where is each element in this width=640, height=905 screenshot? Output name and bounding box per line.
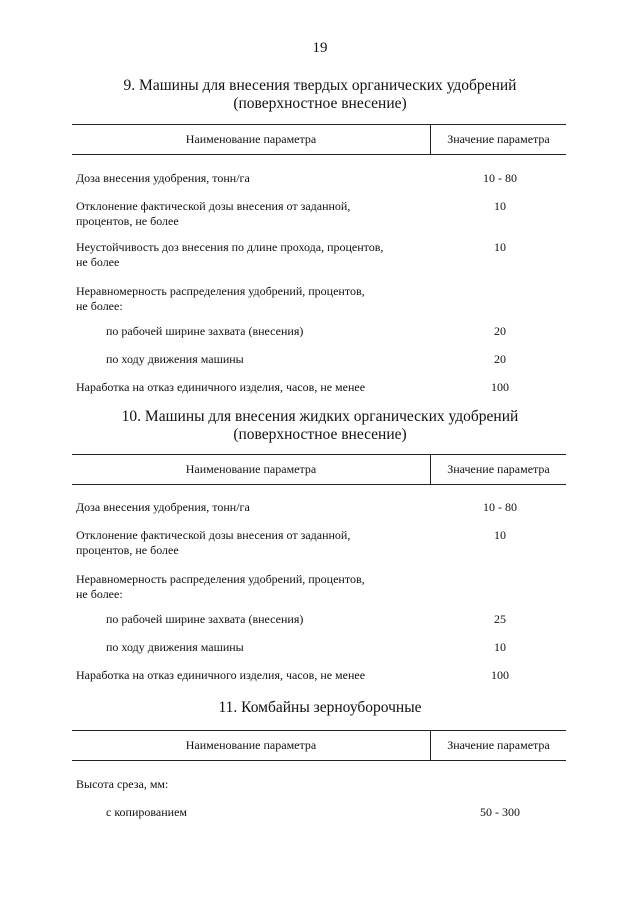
param-value: 10: [494, 240, 506, 254]
param-value: 25: [494, 612, 506, 626]
param-value: 10: [494, 640, 506, 654]
table-header: [72, 124, 566, 155]
param-name-line: Отклонение фактической дозы внесения от заданной,: [76, 528, 351, 542]
section-10-title: [0, 408, 640, 444]
section-title-line: 9. Машины для внесения твердых органических удобрений: [123, 77, 517, 94]
param-name: по ходу движения машины: [106, 352, 244, 366]
param-name-line: Отклонение фактической дозы внесения от заданной,: [76, 199, 351, 213]
param-name: по ходу движения машины: [106, 640, 244, 654]
param-value: 100: [491, 668, 509, 682]
param-name: с копированием: [106, 805, 187, 819]
param-name-line: не более: [76, 255, 120, 269]
param-name: [76, 284, 426, 314]
param-name: [76, 572, 426, 602]
param-name: по рабочей ширине захвата (внесения): [106, 612, 304, 626]
section-title-line: (поверхностное внесение): [233, 95, 407, 112]
param-value: 10 - 80: [483, 171, 517, 185]
param-name: по рабочей ширине захвата (внесения): [106, 324, 304, 338]
param-name-line: Неустойчивость доз внесения по длине прохода, процентов,: [76, 240, 384, 254]
column-header-value: Значение параметра: [447, 738, 550, 752]
param-value: 10: [494, 528, 506, 542]
table-header: [72, 730, 566, 761]
table-header: [72, 454, 566, 485]
param-name-line: не более:: [76, 299, 123, 313]
section-title-line: 11. Комбайны зерноуборочные: [218, 699, 422, 716]
param-name: [76, 199, 426, 229]
section-title-line: 10. Машины для внесения жидких органических удобрений: [121, 408, 519, 425]
param-value: 100: [491, 380, 509, 394]
column-header-param: Наименование параметра: [72, 125, 431, 154]
param-name-line: Неравномерность распределения удобрений, процентов,: [76, 572, 365, 586]
column-header-value: Значение параметра: [447, 132, 550, 146]
param-name: Наработка на отказ единичного изделия, часов, не менее: [76, 380, 366, 394]
param-name-line: процентов, не более: [76, 543, 179, 557]
column-header-value: Значение параметра: [447, 462, 550, 476]
param-value: 10: [494, 199, 506, 213]
column-header-param: Наименование параметра: [72, 731, 431, 760]
section-title-line: (поверхностное внесение): [233, 426, 407, 443]
param-value: 10 - 80: [483, 500, 517, 514]
section-11-title: [0, 699, 640, 717]
param-name: [76, 240, 426, 270]
param-name-line: не более:: [76, 587, 123, 601]
param-name: Высота среза, мм:: [76, 777, 169, 791]
section-9-title: [0, 77, 640, 113]
param-name: Доза внесения удобрения, тонн/га: [76, 171, 250, 185]
param-name-line: Неравномерность распределения удобрений, процентов,: [76, 284, 365, 298]
param-value: 20: [494, 324, 506, 338]
param-name-line: процентов, не более: [76, 214, 179, 228]
param-value: 50 - 300: [480, 805, 520, 819]
param-name: Доза внесения удобрения, тонн/га: [76, 500, 250, 514]
column-header-param: Наименование параметра: [72, 455, 431, 484]
page-number: 19: [312, 40, 328, 56]
param-value: 20: [494, 352, 506, 366]
param-name: Наработка на отказ единичного изделия, часов, не менее: [76, 668, 366, 682]
param-name: [76, 528, 426, 558]
